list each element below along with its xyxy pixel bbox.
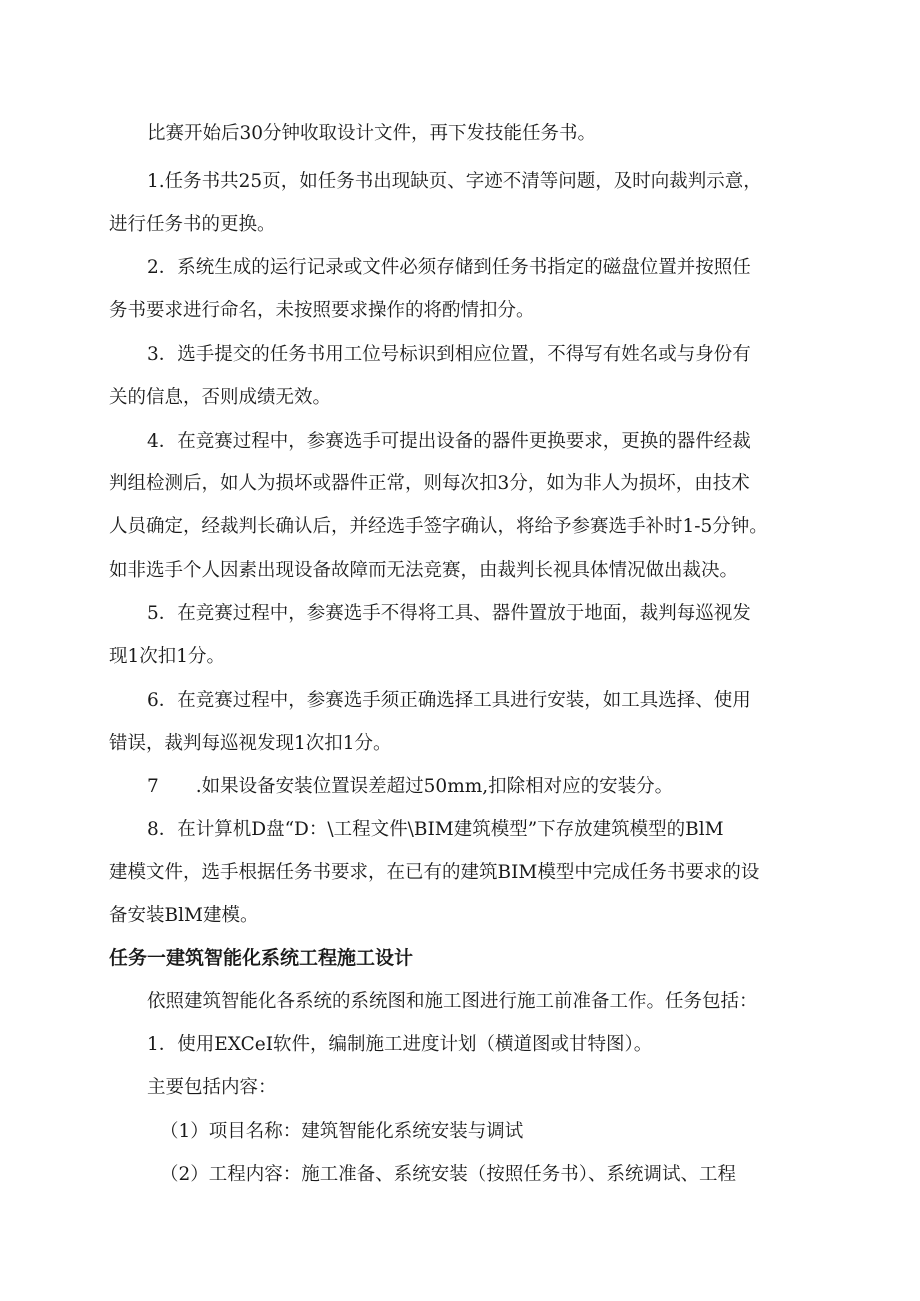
paragraph-line: 建模文件，选手根据任务书要求，在已有的建筑BIM模型中完成任务书要求的设	[109, 862, 760, 883]
paragraph-line: 5．在竞赛过程中，参赛选手不得将工具、器件置放于地面，裁判每巡视发	[147, 603, 751, 624]
paragraph-line: 判组检测后，如人为损坏或器件正常，则每次扣3分，如为非人为损坏，由技术	[109, 473, 750, 494]
paragraph-line: 错误，裁判每巡视发现1次扣1分。	[109, 733, 392, 754]
paragraph-line: 进行任务书的更换。	[109, 214, 276, 235]
paragraph-line: 3．选手提交的任务书用工位号标识到相应位置，不得写有姓名或与身份有	[147, 344, 751, 365]
paragraph-line: 依照建筑智能化各系统的系统图和施工图进行施工前准备工作。任务包括：	[147, 991, 758, 1012]
paragraph-line: 备安装BlM建模。	[109, 905, 259, 926]
paragraph-line: 现1次扣1分。	[109, 646, 226, 667]
paragraph-line: 4．在竞赛过程中，参赛选手可提出设备的器件更换要求，更换的器件经裁	[147, 431, 751, 452]
paragraph-line: 比赛开始后30分钟收取设计文件，再下发技能任务书。	[147, 123, 597, 144]
paragraph-line: 人员确定，经裁判长确认后，并经选手签字确认，将给予参赛选手补时1-5分钟。	[109, 516, 768, 537]
paragraph-line: 关的信息，否则成绩无效。	[109, 387, 332, 408]
paragraph-line: 8．在计算机D盘“D：\工程文件\BIM建筑模型”下存放建筑模型的BlM	[147, 819, 724, 840]
list-item: （1）项目名称：建筑智能化系统安装与调试	[160, 1121, 524, 1142]
section-heading: 任务一建筑智能化系统工程施工设计	[109, 947, 414, 969]
paragraph-line: 主要包括内容：	[147, 1077, 277, 1098]
paragraph-line: 7 .如果设备安装位置误差超过50mm,扣除相对应的安装分。	[147, 776, 674, 797]
paragraph-line: 1.任务书共25页，如任务书出现缺页、字迹不清等问题，及时向裁判示意，	[147, 171, 762, 192]
paragraph-line: 如非选手个人因素出现设备故障而无法竞赛，由裁判长视具体情况做出裁决。	[109, 560, 739, 581]
paragraph-line: 2．系统生成的运行记录或文件必须存储到任务书指定的磁盘位置并按照任	[147, 257, 751, 278]
paragraph-line: 务书要求进行命名，未按照要求操作的将酌情扣分。	[109, 300, 535, 321]
paragraph-line: 6．在竞赛过程中，参赛选手须正确选择工具进行安装，如工具选择、使用	[147, 690, 751, 711]
list-item: （2）工程内容：施工准备、系统安装（按照任务书）、系统调试、工程	[160, 1164, 737, 1185]
paragraph-line: 1．使用EXCeI软件，编制施工进度计划（横道图或甘特图）。	[147, 1034, 653, 1055]
